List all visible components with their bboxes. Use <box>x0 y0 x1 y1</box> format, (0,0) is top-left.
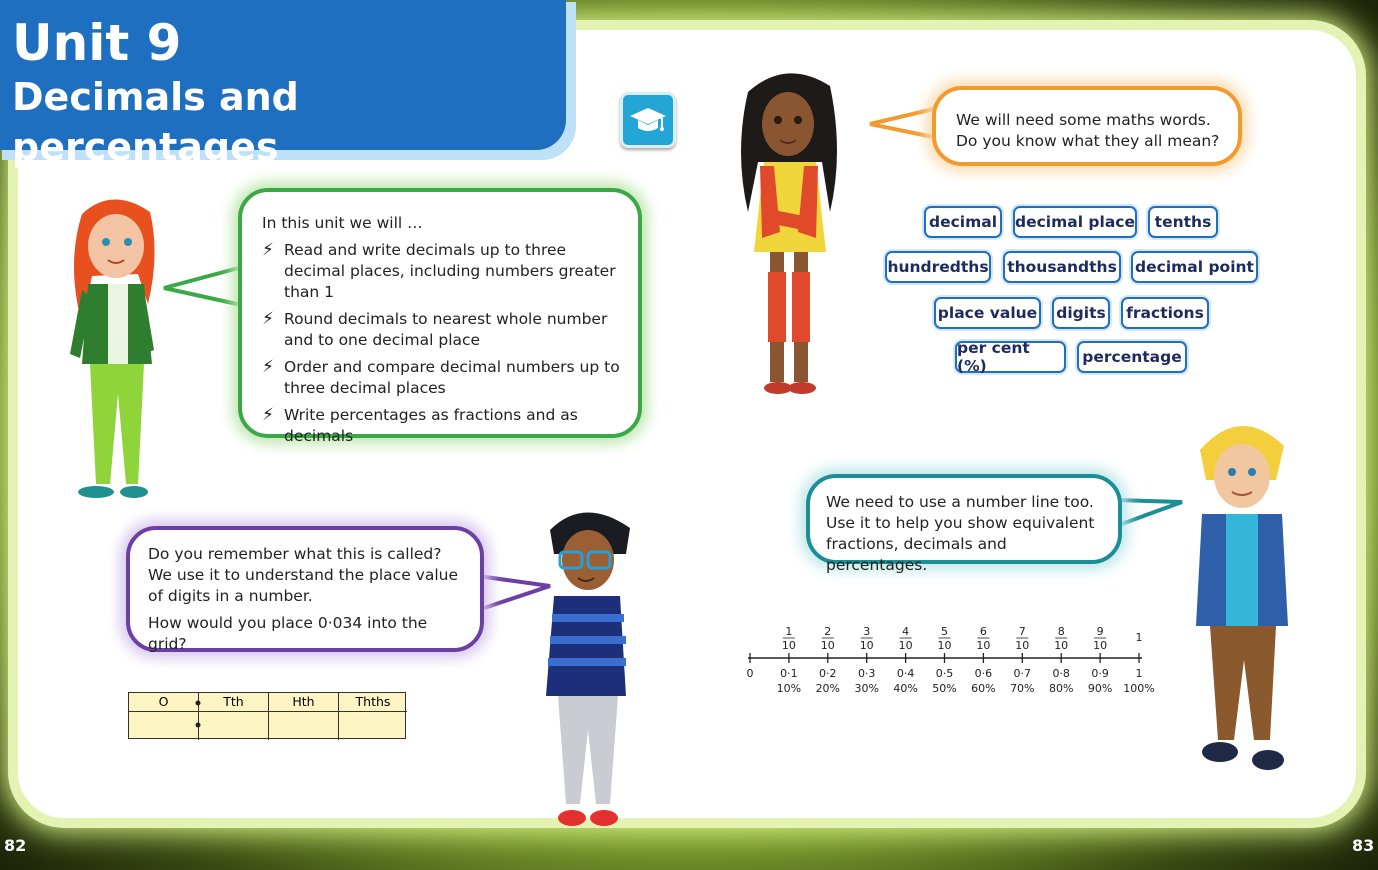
character-girl-red-hair <box>52 194 172 504</box>
decimal-label: 0·4 <box>896 667 915 680</box>
unit-title-banner <box>0 0 566 169</box>
grid-header-tenths: Tth <box>199 693 269 712</box>
fraction-denominator: 10 <box>781 639 796 652</box>
fraction-denominator: 10 <box>1093 639 1108 652</box>
grid-header-hundredths: Hth <box>269 693 339 712</box>
word-chip-place-value: place value <box>934 297 1041 329</box>
word-chip-decimal-point: decimal point <box>1131 251 1258 283</box>
goal-text: Round decimals to nearest whole number and to one decimal place <box>284 310 608 349</box>
percentage-label: 90% <box>1087 682 1113 695</box>
percentage-label: 10% <box>776 682 802 695</box>
unit-number: Unit 9 <box>12 14 182 72</box>
unit-goals-bubble <box>238 188 642 445</box>
decimal-label: 0·1 <box>780 667 798 680</box>
decimal-label: 0·6 <box>974 667 993 680</box>
word-chip-thousandths: thousandths <box>1003 251 1121 283</box>
word-chip-percentage: percentage <box>1077 341 1187 373</box>
remember-question: How would you place 0·034 into the grid? <box>148 614 428 653</box>
maths-words-bubble-tail <box>866 104 942 144</box>
number-line-bubble <box>806 474 1122 574</box>
maths-words-bubble <box>932 86 1242 166</box>
fraction-numerator: 9 <box>1096 625 1104 638</box>
tick-label-zero: 0 <box>746 667 754 680</box>
place-value-question-bubble <box>126 526 484 652</box>
percentage-label: 30% <box>854 682 879 695</box>
fraction-numerator: 5 <box>941 625 948 638</box>
percentage-label: 70% <box>1010 682 1035 695</box>
percentage-label: 60% <box>971 682 996 695</box>
decimal-point-marks <box>193 698 203 730</box>
grid-cell-tenths[interactable] <box>199 712 269 740</box>
fraction-denominator: 10 <box>1015 639 1030 652</box>
character-boy-blond <box>1180 410 1300 782</box>
grid-header-ones: O <box>129 693 199 712</box>
decimal-label: 0·3 <box>857 667 876 680</box>
percentage-label: 80% <box>1048 682 1074 695</box>
character-girl-curly-hair <box>734 62 844 402</box>
word-chip-decimal: decimal <box>924 206 1002 238</box>
decimal-label: 0·8 <box>1052 667 1070 680</box>
word-chip-per-cent: per cent (%) <box>955 341 1066 373</box>
graduation-cap-icon <box>620 92 676 148</box>
fraction-numerator: 2 <box>824 625 832 638</box>
decimal-label: 0·2 <box>819 667 837 680</box>
remember-text: Do you remember what this is called? We use it to understand the place value of digits in a number. <box>148 545 459 605</box>
goal-item <box>262 357 620 399</box>
lightning-icon: ⚡ <box>262 309 274 329</box>
fraction-denominator: 10 <box>898 639 913 652</box>
fraction-denominator: 10 <box>937 639 952 652</box>
goal-item <box>262 240 620 303</box>
lightning-icon: ⚡ <box>262 405 274 425</box>
maths-words-line2: Do you know what they all mean? <box>956 132 1220 150</box>
character-boy-glasses <box>530 500 640 840</box>
lightning-icon: ⚡ <box>262 240 274 260</box>
goals-intro: In this unit we will … <box>262 214 423 232</box>
maths-words-line1: We will need some maths words. <box>956 111 1211 129</box>
fraction-denominator: 10 <box>820 639 835 652</box>
fraction-numerator: 1 <box>785 625 793 638</box>
word-chip-digits: digits <box>1052 297 1110 329</box>
decimal-label: 0·7 <box>1013 667 1032 680</box>
percentage-label: 100% <box>1123 682 1155 695</box>
decimal-label: 0·9 <box>1091 667 1109 680</box>
goal-text: Order and compare decimal numbers up to three decimal places <box>284 358 620 397</box>
word-chip-fractions: fractions <box>1121 297 1209 329</box>
number-line-bubble-tail <box>1112 496 1186 536</box>
goal-text: Read and write decimals up to three decimal places, including numbers greater than 1 <box>284 241 616 301</box>
grid-cell-ones[interactable] <box>129 712 199 740</box>
fraction-denominator: 10 <box>976 639 991 652</box>
fraction-numerator: 6 <box>979 625 987 638</box>
fraction-numerator: 3 <box>863 625 871 638</box>
goal-text: Write percentages as fractions and as decimals <box>284 406 578 445</box>
fraction-numerator: 8 <box>1057 625 1065 638</box>
decimal-label: 1 <box>1135 667 1143 680</box>
fraction-one: 1 <box>1135 631 1143 644</box>
fraction-denominator: 10 <box>1054 639 1069 652</box>
word-chip-hundredths: hundredths <box>885 251 991 283</box>
goal-item <box>262 309 620 351</box>
percentage-label: 20% <box>815 682 841 695</box>
page-number-right: 83 <box>1352 836 1375 855</box>
grid-cell-hundredths[interactable] <box>269 712 339 740</box>
number-line-bubble-text: We need to use a number line too. Use it to help you show equivalent fractions, decimals and percentages. <box>826 493 1095 574</box>
grid-header-thousandths: Thths <box>339 693 407 712</box>
fraction-denominator: 10 <box>859 639 874 652</box>
fraction-numerator: 4 <box>902 625 910 638</box>
fraction-numerator: 7 <box>1018 625 1026 638</box>
page-number-left: 82 <box>4 836 27 855</box>
grid-cell-thousandths[interactable] <box>339 712 407 740</box>
unit-title: Decimals and percentages <box>12 75 299 169</box>
percentage-label: 50% <box>932 682 957 695</box>
percentage-label: 40% <box>893 682 918 695</box>
decimal-label: 0·5 <box>935 667 954 680</box>
lightning-icon: ⚡ <box>262 357 274 377</box>
word-chip-decimal-place: decimal place <box>1013 206 1137 238</box>
goals-bubble-tail <box>160 262 250 312</box>
place-value-grid <box>128 692 406 739</box>
word-chip-tenths: tenths <box>1148 206 1218 238</box>
number-line <box>740 622 1160 698</box>
goal-item <box>262 405 620 447</box>
